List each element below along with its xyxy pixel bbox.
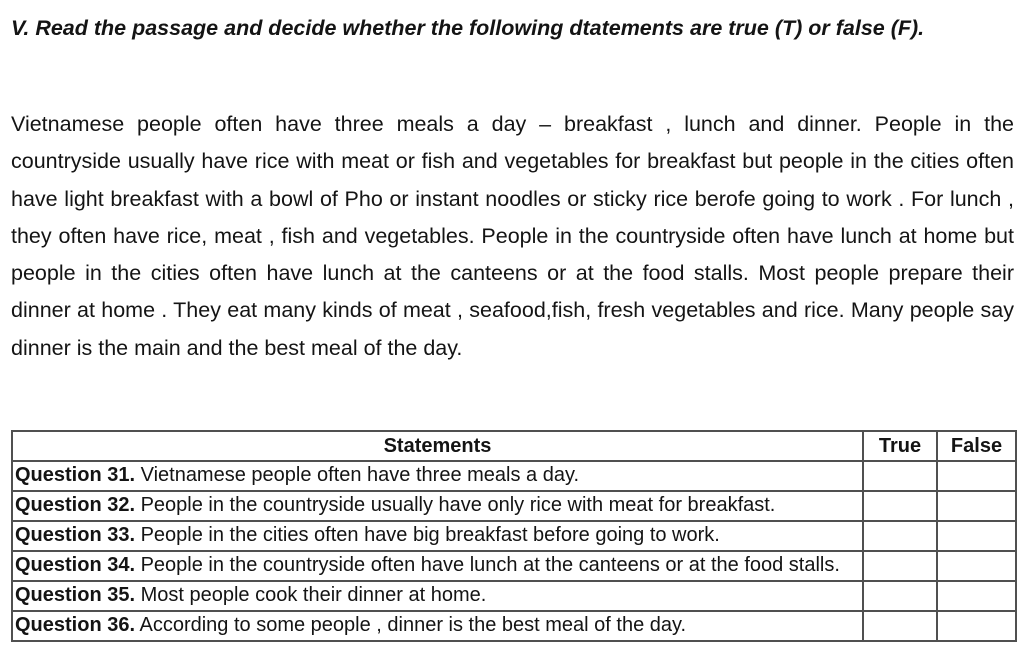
reading-passage: Vietnamese people often have three meals a day – breakfast , lunch and dinner. People in the countryside usually have rice with meat or fish and vegetables for breakfast but people in the cities often have light breakfast with a bowl of Pho or instant noodles or sticky rice berofe going to work . For lunch , they often have rice, meat , fish and vegetables. People in the countryside often have lunch at home but people in the cities often have lunch at the canteens or at the food stalls. Most people prepare their dinner at home . They eat many kinds of meat , seafood,fish, fresh vegetables and rice. Many people say dinner is the main and the best meal of the day. [11,112,1014,360]
table-row [12,491,1016,521]
true-answer-cell[interactable] [863,461,937,491]
false-answer-cell[interactable] [937,581,1016,611]
statement-cell [12,551,863,581]
true-answer-cell[interactable] [863,581,937,611]
false-answer-cell[interactable] [937,551,1016,581]
false-answer-cell[interactable] [937,521,1016,551]
true-answer-cell[interactable] [863,551,937,581]
exercise-heading: V. Read the passage and decide whether the following dtatements are true (T) or false (F). [11,16,925,40]
true-false-table [11,430,1017,642]
question-label: Question 31. [15,464,136,486]
statement-cell [12,491,863,521]
table-row [12,521,1016,551]
false-answer-cell[interactable] [937,461,1016,491]
statement-cell [12,461,863,491]
statement-cell [12,581,863,611]
true-answer-cell[interactable] [863,491,937,521]
false-answer-cell[interactable] [937,491,1016,521]
statement-cell [12,611,863,641]
question-label: Question 36. [15,614,136,636]
statement-text: Most people cook their dinner at home. [135,584,487,606]
question-label: Question 33. [15,524,136,546]
question-label: Question 35. [15,584,136,606]
false-answer-cell[interactable] [937,611,1016,641]
table-row [12,461,1016,491]
true-column-header: True [863,431,937,461]
statements-column-header: Statements [12,431,863,461]
table-header-row [12,431,1016,461]
statement-text: People in the cities often have big breakfast before going to work. [135,524,720,546]
question-label: Question 34. [15,554,136,576]
true-answer-cell[interactable] [863,611,937,641]
true-answer-cell[interactable] [863,521,937,551]
statement-cell [12,521,863,551]
question-label: Question 32. [15,494,136,516]
statement-text: People in the countryside often have lunch at the canteens or at the food stalls. [135,554,840,576]
statement-text: Vietnamese people often have three meals a day. [135,464,580,486]
table-row [12,581,1016,611]
table-row [12,611,1016,641]
statement-text: According to some people , dinner is the best meal of the day. [135,614,687,636]
table-row [12,551,1016,581]
statement-text: People in the countryside usually have only rice with meat for breakfast. [135,494,776,516]
false-column-header: False [937,431,1016,461]
